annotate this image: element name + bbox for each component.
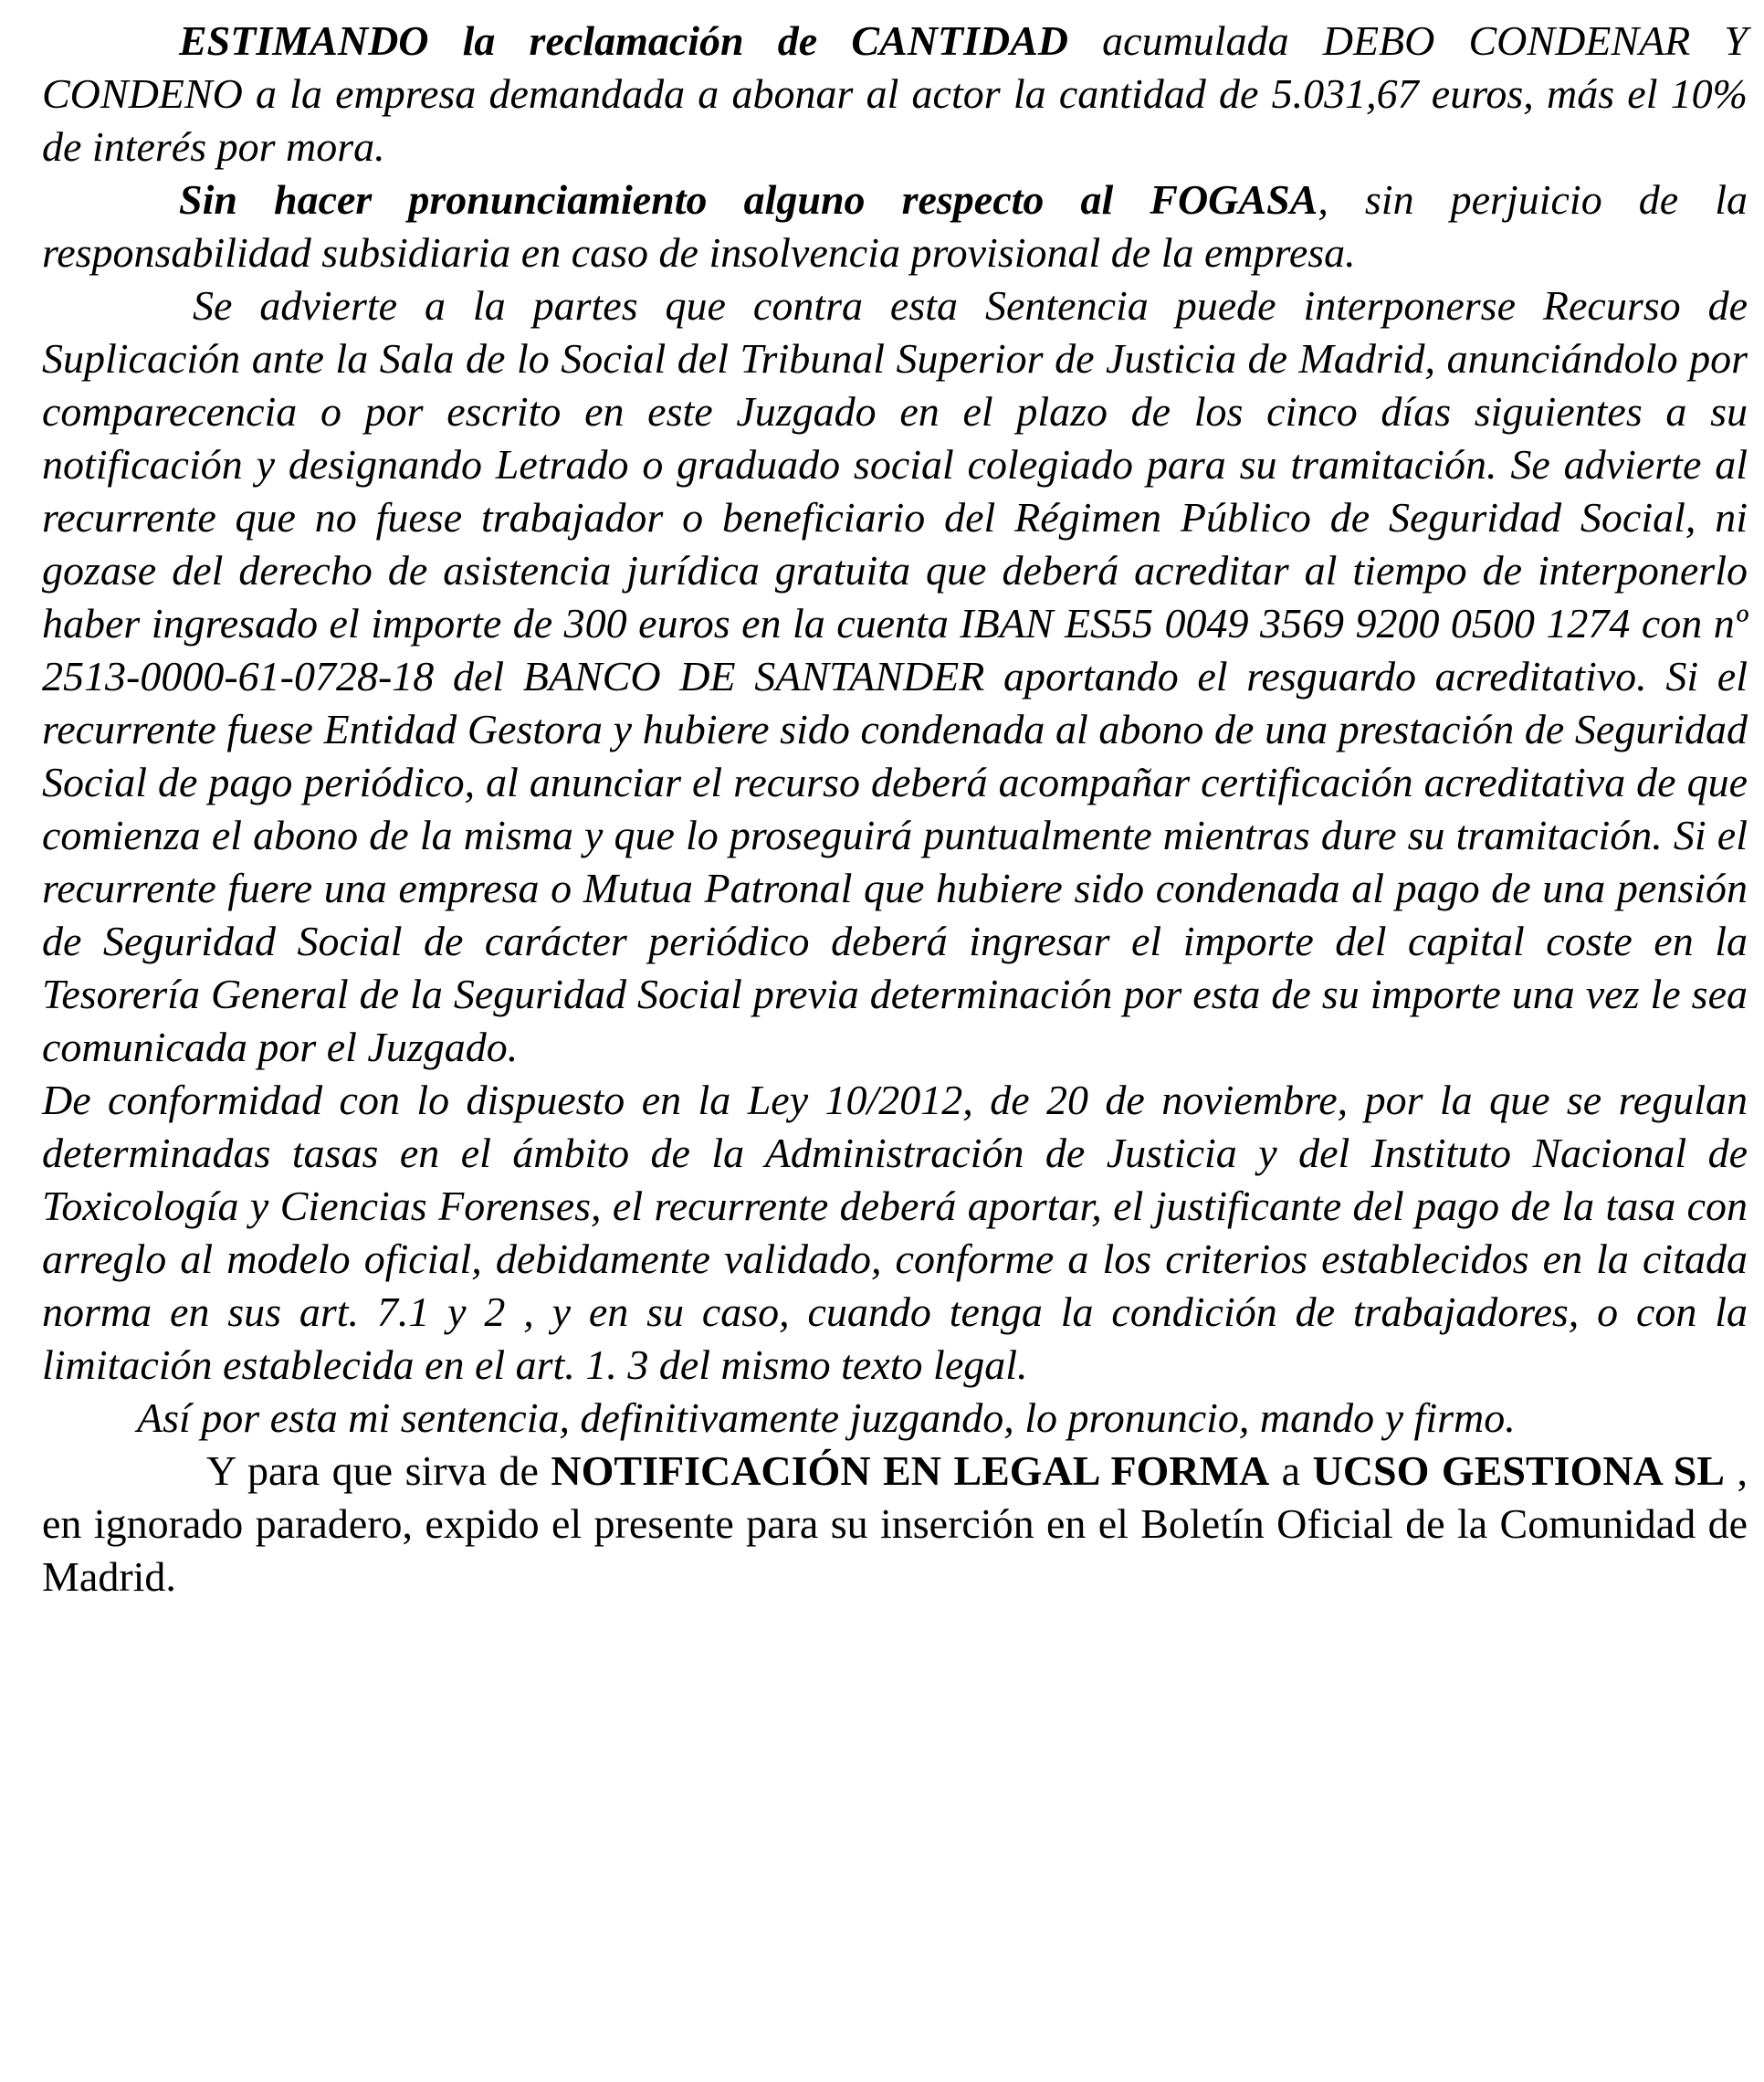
paragraph-tasas-judiciales (42, 1074, 1748, 1392)
notificacion-bold-title: NOTIFICACIÓN EN LEGAL FORMA (551, 1447, 1270, 1494)
tasas-body-text: De conformidad con lo dispuesto en la Ley 10/2012, de 20 de noviembre, por la que se regulan determinadas tasas en el ámbito de la Administración de Justicia y del Instituto Nacional de Toxicología y Ciencias Forenses, el recurrente deberá aportar, el justificante del pago de la tasa con arreglo al modelo oficial, debidamente validado, conforme a los criterios establecidos en la citada norma en sus art. 7.1 y 2 , y en su caso, cuando tenga la condición de trabajadores, o con la limitación establecida en el art. 1. 3 del mismo texto legal. (42, 1077, 1748, 1388)
firma-body-text: Así por esta mi sentencia, definitivamente juzgando, lo pronuncio, mando y firmo. (137, 1394, 1516, 1441)
notificacion-intro-text: Y para que sirva de (206, 1447, 551, 1494)
notificacion-connector-text: a (1269, 1447, 1313, 1494)
paragraph-notificacion-edicto (42, 1445, 1748, 1604)
notificacion-final-text: , en ignorado paradero, expido el presente para su inserción en el Boletín Oficial de la Comunidad de Madrid. (42, 1447, 1748, 1600)
paragraph-sentencia-firma (42, 1392, 1748, 1445)
estimando-bold-text: ESTIMANDO la reclamación de CANTIDAD (179, 17, 1069, 64)
paragraph-fogasa (42, 174, 1748, 279)
paragraph-recurso-suplicacion (42, 279, 1748, 1074)
estimando-body-text: acumulada DEBO CONDENAR Y CONDENO a la empresa demandada a abonar al actor la cantidad de 5.031,67 euros, más el 10% de interés por mora. (42, 17, 1748, 170)
notificacion-bold-empresa: UCSO GESTIONA SL (1312, 1447, 1725, 1494)
recurso-body-text: Se advierte a la partes que contra esta Sentencia puede interponerse Recurso de Suplicación ante la Sala de lo Social del Tribunal Superior de Justicia de Madrid, anunciándolo por comparecencia o por escrito en este Juzgado en el plazo de los cinco días siguientes a su notificación y designando Letrado o graduado social colegiado para su tramitación. Se advierte al recurrente que no fuese trabajador o beneficiario del Régimen Público de Seguridad Social, ni gozase del derecho de asistencia jurídica gratuita que deberá acreditar al tiempo de interponerlo haber ingresado el importe de 300 euros en la cuenta IBAN ES55 0049 3569 9200 0500 1274 con nº 2513-0000-61-0728-18 del BANCO DE SANTANDER aportando el resguardo acreditativo. Si el recurrente fuese Entidad Gestora y hubiere sido condenada al abono de una prestación de Seguridad Social de pago periódico, al anunciar el recurso deberá acompañar certificación acreditativa de que comienza el abono de la misma y que lo proseguirá puntualmente mientras dure su tramitación. Si el recurrente fuere una empresa o Mutua Patronal que hubiere sido condenada al pago de una pensión de Seguridad Social de carácter periódico deberá ingresar el importe del capital coste en la Tesorería General de la Seguridad Social previa determinación por esta de su importe una vez le sea comunicada por el Juzgado. (42, 282, 1748, 1070)
fogasa-bold-text: Sin hacer pronunciamiento alguno respecto al FOGASA (179, 176, 1318, 223)
fogasa-body-text: , sin perjuicio de la responsabilidad subsidiaria en caso de insolvencia provisional de la empresa. (42, 176, 1748, 276)
paragraph-estimando-fallo (42, 15, 1748, 174)
